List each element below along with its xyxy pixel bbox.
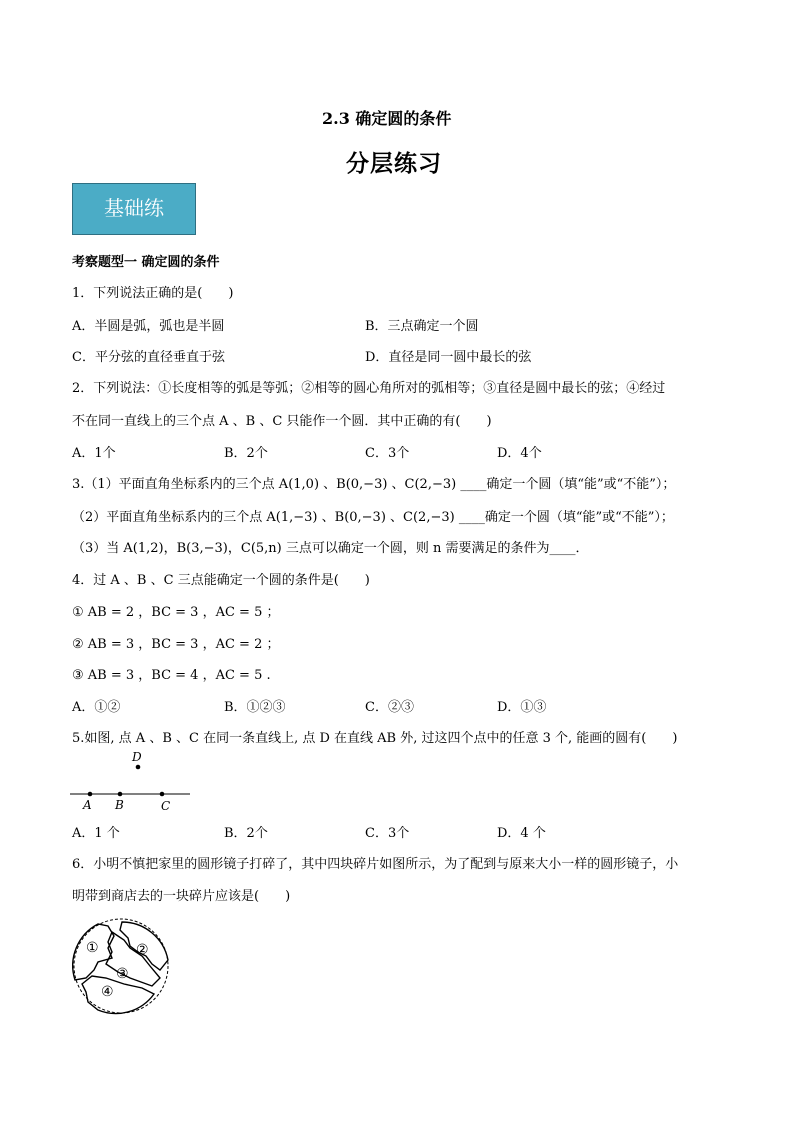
q6-line1: 6．小明不慎把家里的圆形镜子打碎了，其中四块碎片如图所示，为了配到与原来大小一样的圆形镜子，小 bbox=[72, 857, 679, 872]
q6-fragment-3 bbox=[106, 932, 160, 986]
q3-part3: （3）当 A(1,2)，B(3,−3)，C(5,n) 三点可以确定一个圆，则 n 需要满足的条件为____． bbox=[72, 541, 589, 556]
q1-stem: 1．下列说法正确的是( ) bbox=[72, 286, 234, 301]
page-title: 2.3 确定圆的条件 bbox=[322, 109, 452, 128]
q5-option-c: C．3个 bbox=[365, 826, 410, 841]
q2-option-b: B．2个 bbox=[224, 446, 268, 461]
q6-label-2: ② bbox=[136, 942, 149, 958]
q6-label-1: ① bbox=[86, 940, 99, 956]
q4-condition-3: ③ AB = 3 ，BC = 4 ，AC = 5 . bbox=[72, 668, 271, 683]
q4-option-a: A．①② bbox=[72, 700, 121, 715]
q5-option-d: D．4 个 bbox=[497, 826, 546, 841]
q4-condition-2: ② AB = 3 ，BC = 3 ，AC = 2 ； bbox=[72, 637, 280, 652]
q2-option-a: A．1个 bbox=[72, 446, 116, 461]
level-badge: 基础练 bbox=[72, 183, 196, 235]
q1-option-a: A．半圆是弧，弧也是半圆 bbox=[72, 319, 225, 334]
q5-label-b: B bbox=[115, 798, 124, 812]
q5-label-c: C bbox=[161, 799, 171, 813]
q5-option-a: A．1 个 bbox=[72, 826, 120, 841]
q6-label-4: ④ bbox=[101, 984, 114, 1000]
q4-option-c: C．②③ bbox=[365, 700, 414, 715]
q4-option-d: D．①③ bbox=[497, 700, 547, 715]
section-heading: 考察题型一 确定圆的条件 bbox=[72, 255, 220, 270]
q1-option-d: D．直径是同一圆中最长的弦 bbox=[365, 350, 532, 365]
q3-part1: 3.（1）平面直角坐标系内的三个点 A(1,0) 、B(0,−3) 、C(2,−3) ____确定一个圆（填“能”或“不能”）； bbox=[72, 477, 676, 492]
q5-label-a: A bbox=[83, 798, 92, 812]
q4-condition-1: ① AB = 2 ，BC = 3 ，AC = 5 ； bbox=[72, 605, 280, 620]
page-subtitle: 分层练习 bbox=[346, 150, 442, 177]
q3-part2: （2）平面直角坐标系内的三个点 A(1,−3) 、B(0,−3) 、C(2,−3) ____确定一个圆（填“能”或“不能”）； bbox=[72, 510, 674, 525]
q5-label-d: D bbox=[132, 750, 142, 764]
q2-option-c: C．3个 bbox=[365, 446, 410, 461]
q5-point-a bbox=[88, 792, 93, 797]
q6-line2: 明带到商店去的一块碎片应该是( ) bbox=[72, 889, 291, 904]
q6-label-3: ③ bbox=[116, 966, 129, 982]
q5-line-figure bbox=[70, 748, 200, 814]
q6-mirror-figure bbox=[68, 918, 174, 1016]
q2-option-d: D．4个 bbox=[497, 446, 542, 461]
q4-stem: 4．过 A 、B 、C 三点能确定一个圆的条件是( ) bbox=[72, 573, 370, 588]
q5-option-b: B．2个 bbox=[224, 826, 268, 841]
q4-option-b: B．①②③ bbox=[224, 700, 286, 715]
q5-point-c bbox=[160, 792, 165, 797]
q5-point-d bbox=[136, 765, 141, 770]
q5-point-b bbox=[118, 792, 123, 797]
q1-option-b: B．三点确定一个圆 bbox=[365, 319, 479, 334]
q5-stem: 5.如图, 点 A 、B 、C 在同一条直线上, 点 D 在直线 AB 外, 过这四个点中的任意 3 个, 能画的圆有( ) bbox=[72, 731, 678, 746]
q1-option-c: C．平分弦的直径垂直于弦 bbox=[72, 350, 225, 365]
q2-line1: 2．下列说法：①长度相等的弧是等弧；②相等的圆心角所对的弧相等；③直径是圆中最长的弦；④经过 bbox=[72, 381, 666, 396]
q2-line2: 不在同一直线上的三个点 A 、B 、C 只能作一个圆．其中正确的有( ) bbox=[72, 414, 492, 429]
